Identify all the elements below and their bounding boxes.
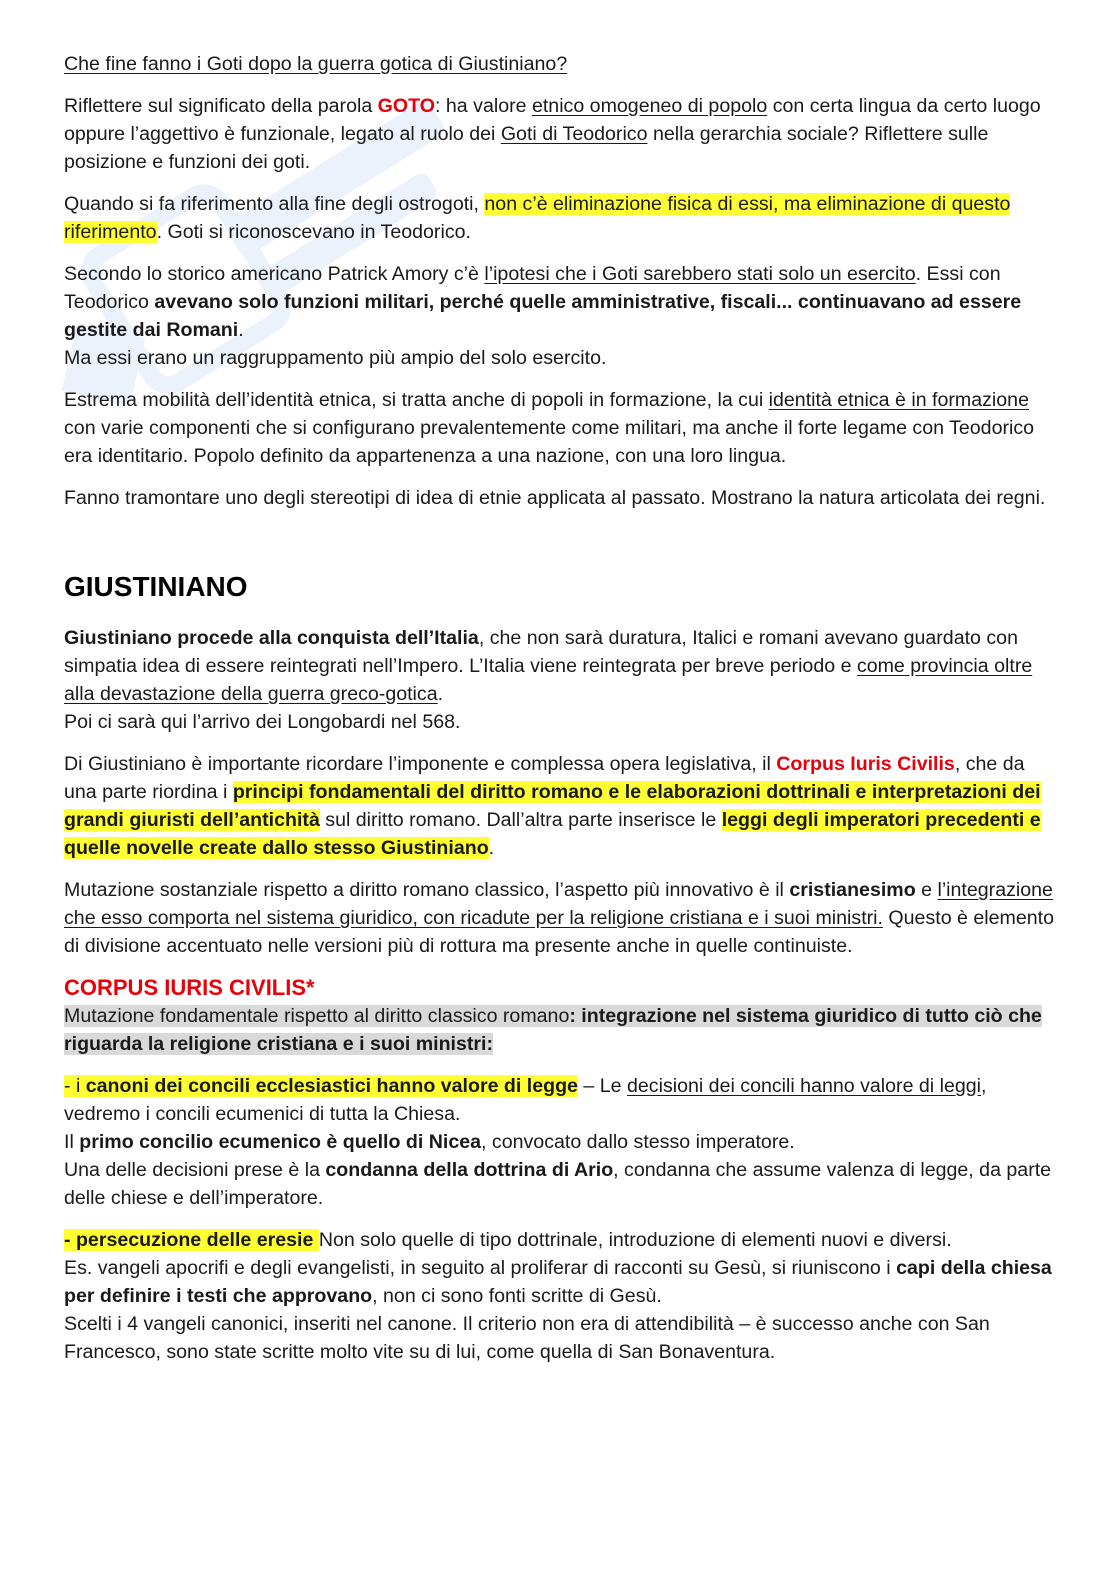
question-title: Che fine fanno i Goti dopo la guerra gotica di Giustiniano? xyxy=(64,53,568,75)
goto-term: GOTO xyxy=(377,95,436,117)
intro-paragraph: Mutazione fondamentale rispetto al diritto classico romano: integrazione nel sistema giuridico di tutto ciò che riguarda la religione cristiana e i suoi ministri: xyxy=(64,1005,1042,1055)
corpus-term: Corpus Iuris Civilis xyxy=(776,753,955,775)
document-page xyxy=(64,50,1054,1380)
paragraph: Di Giustiniano è importante ricordare l’imponente e complessa opera legislativa, il Corpus Iuris Civilis, che da una parte riordina i principi fondamentali del diritto romano e le elaborazioni dottrinali e interpretazioni dei grandi giuristi dell’antichità sul diritto romano. Dall’altra parte inserisce le leggi degli imperatori precedenti e quelle novelle create dallo stesso Giustiniano. xyxy=(64,753,1041,859)
paragraph: Mutazione sostanziale rispetto a diritto romano classico, l’aspetto più innovativo è il cristianesimo e l’integrazione che esso comporta nel sistema giuridico, con ricadute per la religione cristiana e i suoi ministri. Questo è elemento di divisione accentuato nelle versioni più di rottura ma presente anche in quelle continuiste. xyxy=(64,879,1054,957)
paragraph: Quando si fa riferimento alla fine degli ostrogoti, non c’è eliminazione fisica di essi, ma eliminazione di questo riferimento. Goti si riconoscevano in Teodorico. xyxy=(64,193,1011,243)
paragraph: Estrema mobilità dell’identità etnica, si tratta anche di popoli in formazione, la cui identità etnica è in formazione con varie componenti che si configurano prevalentemente come militari, ma anche il forte legame con Teodorico era identitario. Popolo definito da appartenenza a una nazione, con una loro lingua. xyxy=(64,389,1035,467)
section-heading-corpus: CORPUS IURIS CIVILIS* xyxy=(64,975,315,1000)
paragraph: Secondo lo storico americano Patrick Amory c’è l’ipotesi che i Goti sarebbero stati solo un esercito. Essi con Teodorico avevano solo funzioni militari, perché quelle amministrative, fiscali... continuavano ad essere gestite dai Romani. Ma essi erano un raggruppamento più ampio del solo esercito. xyxy=(64,263,1022,369)
highlight: non c’è eliminazione fisica di essi, ma eliminazione di questo riferimento xyxy=(64,193,1011,243)
paragraph: Fanno tramontare uno degli stereotipi di idea di etnie applicata al passato. Mostrano la natura articolata dei regni. xyxy=(64,487,1046,509)
highlight: leggi degli imperatori precedenti e quelle novelle create dallo stesso Giustiniano xyxy=(64,809,1041,859)
section-heading-giustiniano: GIUSTINIANO xyxy=(64,571,248,602)
paragraph: Giustiniano procede alla conquista dell’Italia, che non sarà duratura, Italici e romani avevano guardato con simpatia idea di essere reintegrati nell’Impero. L’Italia viene reintegrata per breve periodo e come provincia oltre alla devastazione della guerra greco-gotica. Poi ci sarà qui l’arrivo dei Longobardi nel 568. xyxy=(64,627,1033,733)
list-item: - i canoni dei concili ecclesiastici hanno valore di legge – Le decisioni dei concili hanno valore di leggi, vedremo i concili ecumenici di tutta la Chiesa. Il primo concilio ecumenico è quello di Nicea, convocato dallo stesso imperatore. Una delle decisioni prese è la condanna della dottrina di Ario, condanna che assume valenza di legge, da parte delle chiese e dell’imperatore. xyxy=(64,1075,1052,1209)
highlight: principi fondamentali del diritto romano e le elaborazioni dottrinali e interpretazioni dei grandi giuristi dell’antichità xyxy=(64,781,1041,831)
paragraph: Riflettere sul significato della parola GOTO: ha valore etnico omogeneo di popolo con certa lingua da certo luogo oppure l’aggettivo è funzionale, legato al ruolo dei Goti di Teodorico nella gerarchia sociale? Riflettere sulle posizione e funzioni dei goti. xyxy=(64,95,1041,173)
list-item: - persecuzione delle eresie Non solo quelle di tipo dottrinale, introduzione di elementi nuovi e diversi. Es. vangeli apocrifi e degli evangelisti, in seguito al proliferar di racconti su Gesù, si riuniscono i capi della chiesa per definire i testi che approvano, non ci sono fonti scritte di Gesù. Scelti i 4 vangeli canonici, inseriti nel canone. Il criterio non era di attendibilità – è successo anche con San Francesco, sono state scritte molto vite su di lui, come quella di San Bonaventura. xyxy=(64,1229,1052,1363)
